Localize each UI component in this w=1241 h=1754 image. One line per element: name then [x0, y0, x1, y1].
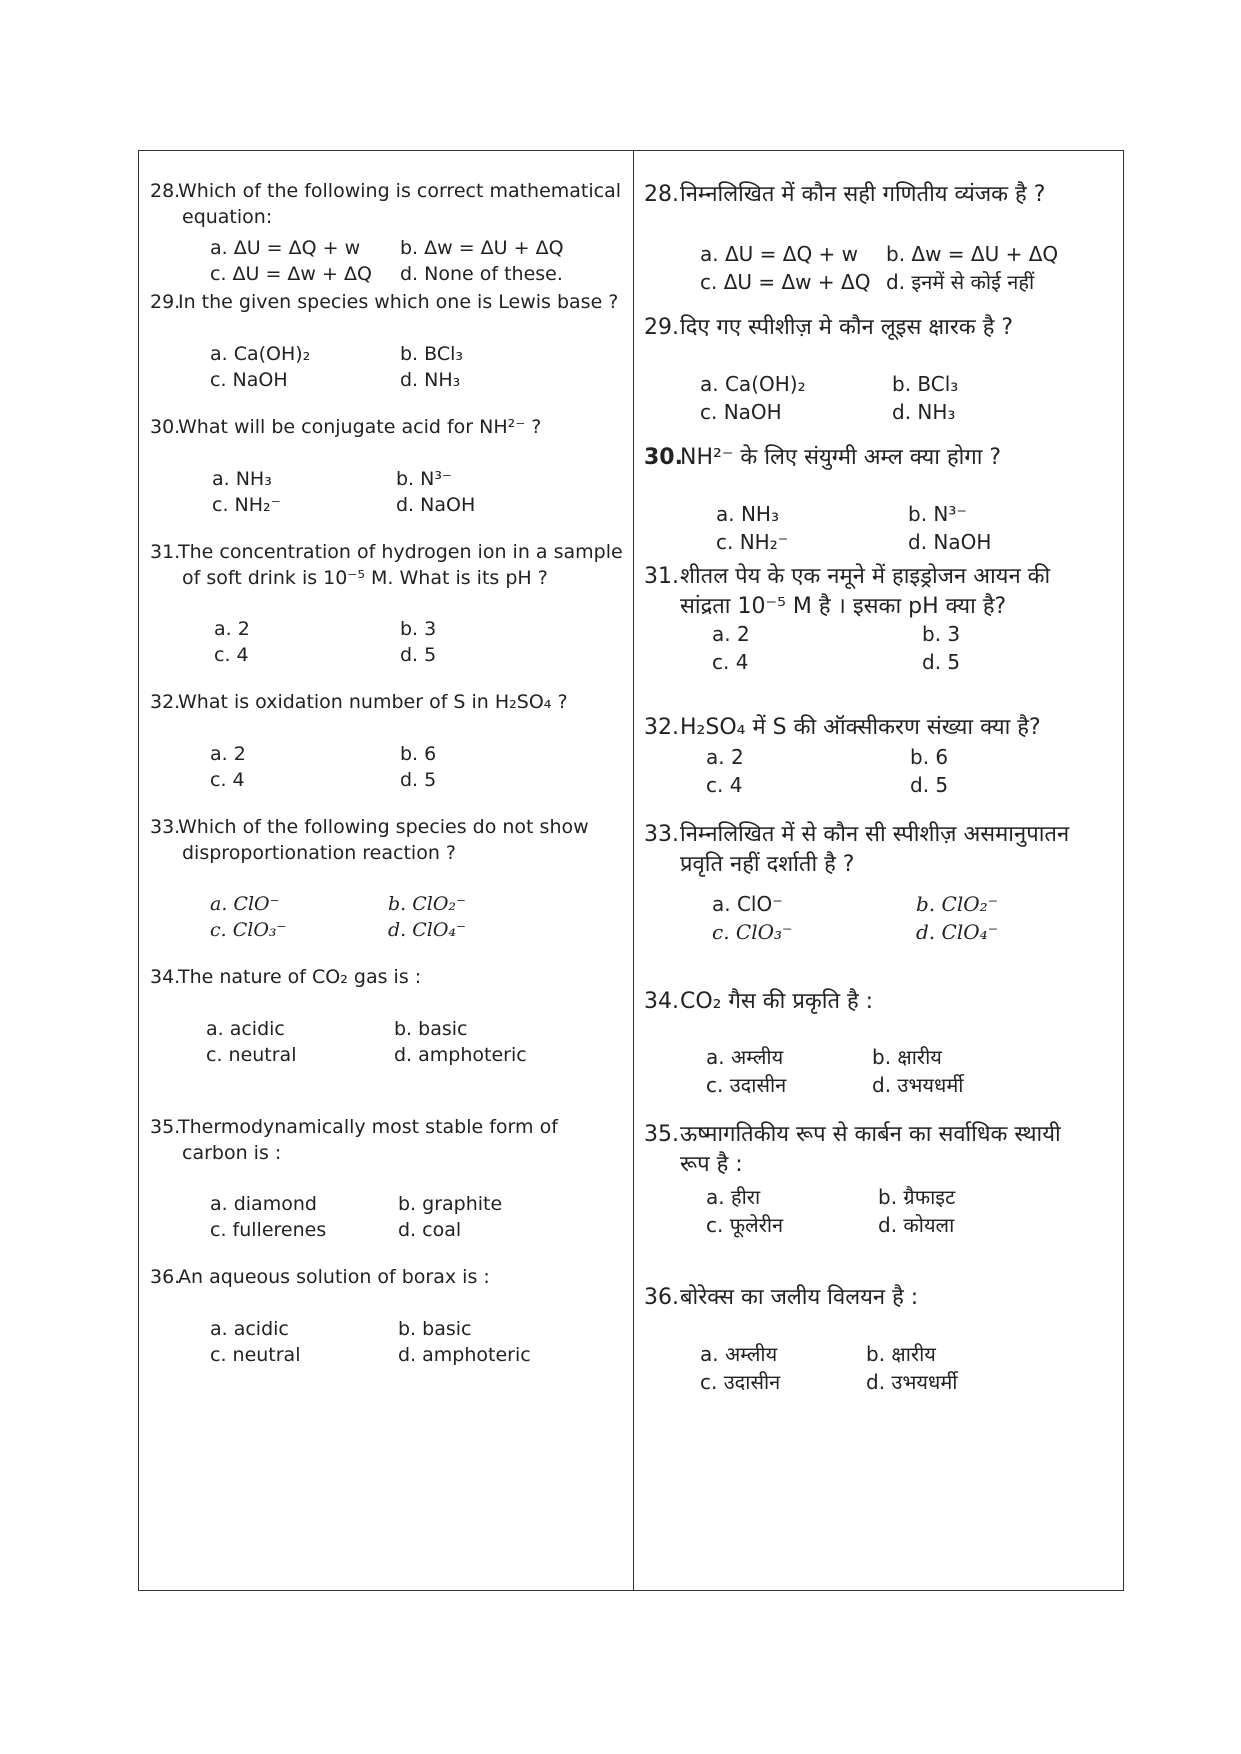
question-text-line: H₂SO₄ में S की ऑक्सीकरण संख्या क्या है?	[680, 715, 1041, 740]
option-c: c. NaOH	[700, 400, 782, 424]
option-d: d. 5	[910, 773, 949, 797]
option-a: a. NH₃	[716, 502, 779, 526]
option-b: b. 3	[400, 618, 437, 640]
option-b: b. क्षारीय	[872, 1045, 942, 1069]
question-number: 30.	[644, 445, 683, 470]
option-d: d. 5	[922, 650, 961, 674]
option-c: c. ΔU = Δw + ΔQ	[700, 270, 871, 294]
option-b: b. Δw = ΔU + ΔQ	[400, 237, 564, 259]
option-c: c. उदासीन	[706, 1073, 787, 1097]
option-d: d. NH₃	[400, 369, 461, 391]
option-a: a. ClO⁻	[712, 892, 783, 916]
option-d: d. इनमें से कोई नहीं	[886, 270, 1035, 294]
option-c: c. fullerenes	[210, 1219, 327, 1241]
option-a: a. 2	[712, 622, 750, 646]
option-d: d. कोयला	[878, 1213, 955, 1237]
question-number: 34.	[644, 989, 679, 1014]
option-a: a. 2	[210, 743, 246, 765]
option-d: d. 5	[400, 769, 437, 791]
option-b: b. 6	[400, 743, 437, 765]
question-number: 35.	[150, 1116, 181, 1138]
option-a: a. acidic	[210, 1318, 289, 1340]
option-c: c. 4	[210, 769, 245, 791]
question-text-line: An aqueous solution of borax is :	[178, 1266, 490, 1288]
question-text-line: Which of the following species do not show	[178, 816, 589, 838]
option-c: c. ClO₃⁻	[712, 920, 793, 944]
option-a: a. NH₃	[212, 468, 272, 490]
question-number: 32.	[644, 715, 679, 740]
option-b: b. ClO₂⁻	[388, 893, 467, 915]
question-text-line: of soft drink is 10⁻⁵ M. What is its pH ?	[182, 567, 548, 589]
hindi-column	[634, 150, 1124, 1591]
question-text-line: Which of the following is correct mathematical	[178, 180, 622, 202]
question-text-line: The concentration of hydrogen ion in a sample	[178, 541, 623, 563]
option-c: c. ClO₃⁻	[210, 919, 287, 941]
question-number: 33.	[150, 816, 181, 838]
question-text-line: निम्नलिखित में से कौन सी स्पीशीज़ असमानुपातन	[680, 822, 1070, 847]
question-number: 29.	[644, 315, 679, 340]
option-c: c. ΔU = Δw + ΔQ	[210, 263, 372, 285]
option-b: b. N³⁻	[396, 468, 452, 490]
option-a: a. अम्लीय	[706, 1045, 784, 1069]
question-number: 32.	[150, 691, 181, 713]
option-b: b. basic	[394, 1018, 468, 1040]
option-b: b. क्षारीय	[866, 1342, 936, 1366]
option-b: b. ग्रैफाइट	[878, 1185, 956, 1209]
option-d: d. amphoteric	[398, 1344, 531, 1366]
english-column	[138, 150, 633, 1591]
question-text-line: disproportionation reaction ?	[182, 842, 456, 864]
option-b: b. BCl₃	[400, 343, 464, 365]
option-a: a. Ca(OH)₂	[700, 372, 806, 396]
question-text-line: दिए गए स्पीशीज़ मे कौन लूइस क्षारक है ?	[680, 315, 1014, 340]
question-text-line: carbon is :	[182, 1142, 282, 1164]
question-text-line: In the given species which one is Lewis base ?	[178, 291, 619, 313]
option-a: a. acidic	[206, 1018, 285, 1040]
option-c: c. 4	[214, 644, 249, 666]
option-c: c. NaOH	[210, 369, 288, 391]
option-b: b. 3	[922, 622, 961, 646]
question-number: 30.	[150, 416, 181, 438]
option-b: b. basic	[398, 1318, 472, 1340]
option-d: d. NaOH	[396, 494, 476, 516]
option-d: d. ClO₄⁻	[388, 919, 467, 941]
option-d: d. amphoteric	[394, 1044, 527, 1066]
option-c: c. NH₂⁻	[716, 530, 789, 554]
option-c: c. NH₂⁻	[212, 494, 281, 516]
question-text-line: शीतल पेय के एक नमूने में हाइड्रोजन आयन की	[680, 564, 1051, 589]
question-text-line: NH²⁻ के लिए संयुग्मी अम्ल क्या होगा ?	[680, 445, 1002, 470]
option-c: c. 4	[706, 773, 743, 797]
option-a: a. ΔU = ΔQ + w	[210, 237, 361, 259]
question-number: 36.	[644, 1285, 679, 1310]
question-text-line: The nature of CO₂ gas is :	[178, 966, 422, 988]
option-d: d. उभयधर्मी	[866, 1370, 958, 1394]
option-b: b. BCl₃	[892, 372, 959, 396]
option-b: b. graphite	[398, 1193, 503, 1215]
question-text-line: What will be conjugate acid for NH²⁻ ?	[178, 416, 542, 438]
option-d: d. None of these.	[400, 263, 563, 285]
option-c: c. neutral	[210, 1344, 301, 1366]
option-d: d. NaOH	[908, 530, 992, 554]
question-number: 35.	[644, 1122, 679, 1147]
question-number: 28.	[150, 180, 181, 202]
option-a: a. ClO⁻	[210, 893, 280, 915]
question-number: 31.	[644, 564, 679, 589]
option-a: a. 2	[706, 745, 744, 769]
option-b: b. Δw = ΔU + ΔQ	[886, 242, 1059, 266]
question-text-line: बोरेक्स का जलीय विलयन है :	[680, 1285, 919, 1310]
question-text-line: ऊष्मागतिकीय रूप से कार्बन का सर्वाधिक स्थायी	[680, 1122, 1061, 1147]
option-a: a. Ca(OH)₂	[210, 343, 311, 365]
option-d: d. NH₃	[892, 400, 956, 424]
question-number: 28.	[644, 182, 679, 207]
option-a: a. 2	[214, 618, 250, 640]
option-d: d. coal	[398, 1219, 462, 1241]
option-b: b. 6	[910, 745, 949, 769]
option-c: c. उदासीन	[700, 1370, 781, 1394]
question-text-line: equation:	[182, 206, 273, 228]
question-text-line: रूप है :	[680, 1152, 743, 1177]
option-c: c. फूलेरीन	[706, 1213, 784, 1237]
question-text-line: निम्नलिखित में कौन सही गणितीय व्यंजक है ?	[680, 182, 1046, 207]
option-d: d. ClO₄⁻	[916, 920, 999, 944]
option-b: b. ClO₂⁻	[916, 892, 999, 916]
question-text-line: What is oxidation number of S in H₂SO₄ ?	[178, 691, 568, 713]
question-text-line: सांद्रता 10⁻⁵ M है । इसका pH क्या है?	[680, 594, 1007, 619]
option-a: a. diamond	[210, 1193, 317, 1215]
question-text-line: Thermodynamically most stable form of	[178, 1116, 558, 1138]
question-number: 29.	[150, 291, 181, 313]
question-text-line: प्रवृति नहीं दर्शाती है ?	[680, 852, 855, 877]
question-number: 31.	[150, 541, 181, 563]
question-number: 36.	[150, 1266, 181, 1288]
option-a: a. हीरा	[706, 1185, 761, 1209]
option-c: c. neutral	[206, 1044, 297, 1066]
option-a: a. अम्लीय	[700, 1342, 778, 1366]
option-c: c. 4	[712, 650, 749, 674]
option-a: a. ΔU = ΔQ + w	[700, 242, 859, 266]
question-number: 33.	[644, 822, 679, 847]
question-number: 34.	[150, 966, 181, 988]
option-b: b. N³⁻	[908, 502, 967, 526]
option-d: d. उभयधर्मी	[872, 1073, 964, 1097]
option-d: d. 5	[400, 644, 437, 666]
question-text-line: CO₂ गैस की प्रकृति है :	[680, 989, 874, 1014]
